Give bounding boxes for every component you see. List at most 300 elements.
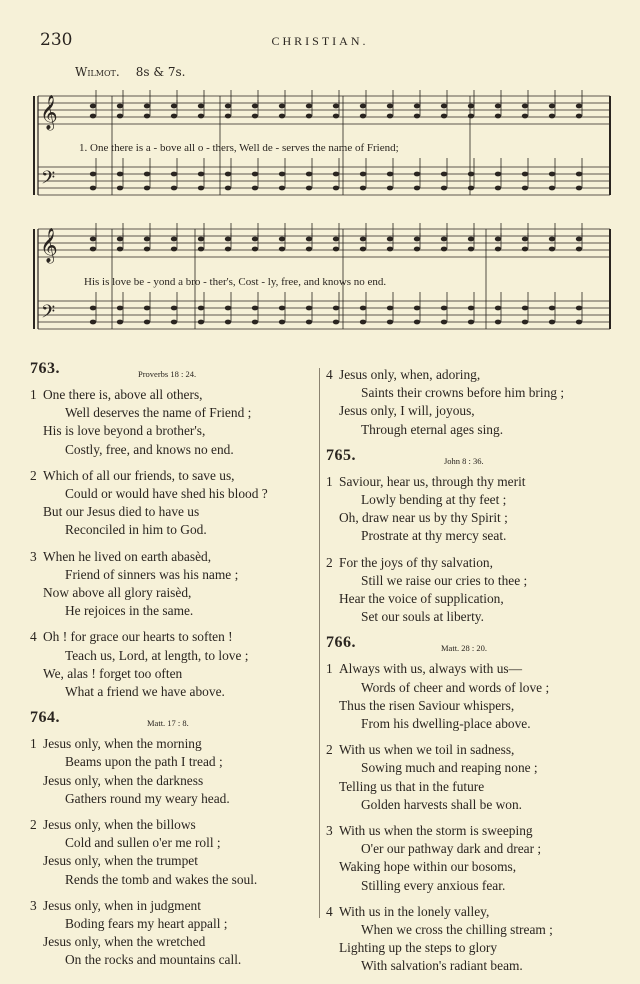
verse-text: One there is, above all others, — [43, 387, 203, 402]
note-head — [441, 104, 447, 109]
verse-text: Sowing much and reaping none ; — [361, 760, 538, 776]
verse-text: Oh, draw near us by thy Spirit ; — [339, 510, 508, 526]
hymn-reference: John 8 : 36. — [444, 455, 484, 466]
note-head — [117, 247, 123, 252]
verse-line — [326, 778, 626, 796]
note-head — [171, 247, 177, 252]
note-head — [414, 172, 420, 177]
note-head — [198, 172, 204, 177]
hymn-verse — [326, 903, 626, 976]
verse-line — [30, 683, 320, 701]
tune-meter: 8s & 7s. — [135, 65, 186, 79]
note-head — [144, 104, 150, 109]
verse-line — [30, 602, 320, 620]
verse-line — [326, 957, 626, 975]
hymn-verse — [30, 386, 320, 459]
note-head — [387, 114, 393, 119]
note-head — [441, 247, 447, 252]
hymn-verse — [326, 660, 626, 733]
note-head — [414, 306, 420, 311]
note-head — [495, 237, 501, 242]
note-head — [522, 114, 528, 119]
note-head — [225, 320, 231, 325]
verse-line — [30, 735, 320, 753]
verse-text: His is love beyond a brother's, — [43, 423, 206, 439]
verse-text: Jesus only, when, adoring, — [339, 367, 481, 382]
verse-text: O'er our pathway dark and drear ; — [361, 841, 542, 857]
note-head — [522, 237, 528, 242]
verse-line — [326, 822, 626, 840]
verse-line — [326, 858, 626, 876]
note-head — [225, 237, 231, 242]
note-head — [279, 172, 285, 177]
hymn-verse — [326, 822, 626, 895]
note-head — [117, 186, 123, 191]
note-head — [414, 104, 420, 109]
hymn-verse — [30, 735, 320, 808]
note-head — [360, 306, 366, 311]
verse-line — [30, 584, 320, 602]
verse-text: Gathers round my weary head. — [65, 790, 230, 806]
verse-text: Friend of sinners was his name ; — [65, 566, 239, 582]
verse-line — [326, 759, 626, 777]
verse-line — [30, 548, 320, 566]
note-head — [306, 104, 312, 109]
verse-line — [30, 441, 320, 459]
note-head — [360, 186, 366, 191]
note-head — [495, 306, 501, 311]
note-head — [252, 172, 258, 177]
verse-line — [326, 796, 626, 814]
hymn-verse — [326, 741, 626, 814]
note-head — [495, 114, 501, 119]
verse-line — [326, 509, 626, 527]
page-number: 230 — [40, 30, 73, 50]
treble-clef-icon: 𝄞 — [40, 228, 58, 263]
verse-line — [30, 628, 320, 646]
verse-text: We, alas ! forget too often — [43, 665, 183, 681]
hymn-verse — [30, 548, 320, 621]
verse-text: Saints their crowns before him bring ; — [361, 385, 565, 401]
note-head — [576, 186, 582, 191]
verse-line — [30, 566, 320, 584]
note-head — [198, 186, 204, 191]
verse-text: When we cross the chilling stream ; — [361, 922, 553, 938]
note-head — [441, 306, 447, 311]
verse-line — [30, 772, 320, 790]
hymn-header — [326, 447, 626, 473]
note-head — [279, 306, 285, 311]
verse-line — [30, 951, 320, 969]
note-head — [225, 172, 231, 177]
note-head — [333, 247, 339, 252]
running-head: CHRISTIAN. — [271, 34, 369, 48]
note-head — [360, 237, 366, 242]
verse-line — [30, 834, 320, 852]
note-head — [441, 172, 447, 177]
verse-number: 3 — [30, 897, 37, 913]
note-head — [225, 247, 231, 252]
note-head — [306, 186, 312, 191]
verse-line — [30, 897, 320, 915]
hymn-header — [30, 709, 320, 735]
note-head — [225, 104, 231, 109]
note-head — [576, 114, 582, 119]
note-head — [414, 320, 420, 325]
note-head — [576, 104, 582, 109]
note-head — [549, 114, 555, 119]
verse-text: With us in the lonely valley, — [339, 903, 490, 919]
verse-text: Oh ! for grace our hearts to soften ! — [43, 629, 233, 645]
note-head — [306, 320, 312, 325]
verse-line — [326, 608, 626, 626]
verse-line — [30, 647, 320, 665]
note-head — [549, 320, 555, 325]
treble-clef-icon: 𝄞 — [40, 95, 58, 130]
verse-text: What a friend we have above. — [65, 684, 225, 700]
verse-line — [30, 871, 320, 889]
note-head — [468, 114, 474, 119]
note-head — [198, 306, 204, 311]
hymn-reference: Matt. 28 : 20. — [441, 643, 488, 654]
note-head — [495, 186, 501, 191]
note-head — [117, 237, 123, 242]
note-head — [198, 104, 204, 109]
note-head — [522, 306, 528, 311]
verse-text: Jesus only, when the darkness — [43, 772, 204, 788]
verse-text: When he lived on earth abasèd, — [43, 548, 212, 564]
note-head — [90, 114, 96, 119]
note-head — [279, 104, 285, 109]
note-head — [144, 320, 150, 325]
note-head — [333, 172, 339, 177]
verse-line — [30, 790, 320, 808]
verse-text: Waking hope within our bosoms, — [339, 859, 517, 875]
verse-number: 2 — [326, 554, 333, 570]
verse-text: Could or would have shed his blood ? — [65, 486, 268, 502]
note-head — [522, 104, 528, 109]
verse-line — [30, 467, 320, 485]
note-head — [468, 172, 474, 177]
note-head — [144, 114, 150, 119]
verse-line — [326, 741, 626, 759]
note-head — [90, 247, 96, 252]
note-head — [387, 320, 393, 325]
verse-number: 2 — [30, 817, 37, 833]
note-head — [387, 247, 393, 252]
note-head — [495, 104, 501, 109]
note-head — [387, 237, 393, 242]
hymn-verse — [30, 816, 320, 889]
hymn-number: 766. — [326, 634, 356, 652]
verse-text: Through eternal ages sing. — [361, 421, 504, 437]
verse-text: For the joys of thy salvation, — [339, 554, 493, 570]
verse-text: Jesus only, when the trumpet — [43, 853, 198, 869]
verse-text: Jesus only, when the morning — [43, 736, 202, 752]
verse-text: Cold and sullen o'er me roll ; — [65, 835, 221, 851]
verse-text: Golden harvests shall be won. — [361, 796, 523, 812]
hymn-verse — [30, 897, 320, 970]
verse-text: From his dwelling-place above. — [361, 716, 531, 732]
bass-clef-icon: 𝄢 — [41, 302, 56, 327]
note-head — [306, 237, 312, 242]
note-head — [306, 306, 312, 311]
note-head — [144, 237, 150, 242]
note-head — [279, 237, 285, 242]
verse-line — [30, 915, 320, 933]
hymn-verse — [326, 366, 626, 439]
note-head — [198, 320, 204, 325]
note-head — [576, 237, 582, 242]
verse-line — [326, 421, 626, 439]
note-head — [522, 320, 528, 325]
note-head — [387, 104, 393, 109]
note-head — [198, 114, 204, 119]
note-head — [576, 320, 582, 325]
verse-text: Reconciled in him to God. — [65, 522, 207, 538]
music-lyrics-line-2: His is love be - yond a bro - ther's, Cost - ly, free, and knows no end. — [84, 276, 387, 288]
verse-text: With us when we toil in sadness, — [339, 742, 515, 758]
verse-text: Which of all our friends, to save us, — [43, 467, 235, 483]
note-head — [414, 247, 420, 252]
note-head — [441, 186, 447, 191]
note-head — [387, 172, 393, 177]
verse-text: Jesus only, I will, joyous, — [339, 403, 475, 419]
note-head — [252, 320, 258, 325]
verse-text: Set our souls at liberty. — [361, 609, 484, 625]
note-head — [360, 104, 366, 109]
verse-number: 4 — [30, 629, 37, 645]
note-head — [387, 306, 393, 311]
verse-text: Well deserves the name of Friend ; — [65, 405, 252, 421]
note-head — [252, 247, 258, 252]
verse-line — [326, 697, 626, 715]
verse-text: On the rocks and mountains call. — [65, 952, 242, 968]
note-head — [90, 172, 96, 177]
note-head — [549, 306, 555, 311]
verse-line — [30, 665, 320, 683]
note-head — [198, 237, 204, 242]
note-head — [549, 237, 555, 242]
verse-line — [326, 660, 626, 678]
note-head — [360, 320, 366, 325]
note-head — [252, 114, 258, 119]
note-head — [279, 320, 285, 325]
verse-text: Hear the voice of supplication, — [339, 591, 504, 607]
hymn-verse — [30, 628, 320, 701]
note-head — [495, 247, 501, 252]
hymn-number: 765. — [326, 446, 356, 464]
left-column — [30, 360, 320, 978]
note-head — [468, 247, 474, 252]
note-head — [576, 172, 582, 177]
verse-line — [30, 816, 320, 834]
note-head — [333, 186, 339, 191]
verse-number: 3 — [30, 548, 37, 564]
note-head — [333, 237, 339, 242]
note-head — [117, 172, 123, 177]
note-head — [144, 247, 150, 252]
verse-text: Stilling every anxious fear. — [361, 877, 506, 893]
verse-line — [326, 527, 626, 545]
note-head — [171, 306, 177, 311]
verse-number: 2 — [326, 742, 333, 758]
note-head — [360, 247, 366, 252]
note-head — [576, 306, 582, 311]
verse-text: Words of cheer and words of love ; — [361, 679, 550, 695]
verse-line — [30, 404, 320, 422]
note-head — [306, 114, 312, 119]
note-head — [549, 172, 555, 177]
note-head — [225, 186, 231, 191]
note-head — [360, 172, 366, 177]
note-head — [495, 172, 501, 177]
note-head — [225, 114, 231, 119]
hymn-number: 764. — [30, 709, 60, 727]
note-head — [441, 114, 447, 119]
note-head — [549, 247, 555, 252]
verse-line — [30, 852, 320, 870]
note-head — [144, 186, 150, 191]
verse-number: 4 — [326, 367, 333, 382]
verse-line — [326, 572, 626, 590]
note-head — [495, 320, 501, 325]
verse-text: Thus the risen Saviour whispers, — [339, 697, 515, 713]
verse-text: But our Jesus died to have us — [43, 504, 200, 520]
note-head — [333, 104, 339, 109]
note-head — [252, 237, 258, 242]
verse-text: With us when the storm is sweeping — [339, 823, 533, 839]
verse-text: Telling us that in the future — [339, 778, 485, 794]
note-head — [171, 114, 177, 119]
verse-line — [30, 386, 320, 404]
verse-number: 1 — [30, 736, 37, 752]
hymn-verse — [30, 467, 320, 540]
verse-line — [326, 491, 626, 509]
verse-text: Teach us, Lord, at length, to love ; — [65, 647, 249, 663]
verse-line — [326, 921, 626, 939]
note-head — [306, 172, 312, 177]
verse-line — [30, 521, 320, 539]
verse-number: 1 — [326, 473, 333, 489]
verse-text: Boding fears my heart appall ; — [65, 916, 228, 932]
verse-line — [326, 840, 626, 858]
note-head — [576, 247, 582, 252]
verse-line — [30, 503, 320, 521]
note-head — [333, 320, 339, 325]
hymn-header — [326, 634, 626, 660]
note-head — [441, 237, 447, 242]
verse-line — [326, 939, 626, 957]
note-head — [414, 114, 420, 119]
note-head — [171, 172, 177, 177]
verse-line — [326, 679, 626, 697]
verse-text: Costly, free, and knows no end. — [65, 441, 234, 457]
hymn-verse — [326, 554, 626, 627]
verse-line — [30, 933, 320, 951]
note-head — [198, 247, 204, 252]
hymn-reference: Matt. 17 : 8. — [147, 718, 189, 729]
hymn-verse — [326, 473, 626, 546]
note-head — [468, 186, 474, 191]
hymn-number: 763. — [30, 360, 60, 377]
note-head — [414, 237, 420, 242]
verse-line — [326, 590, 626, 608]
bass-clef-icon: 𝄢 — [41, 168, 56, 193]
note-head — [279, 186, 285, 191]
note-head — [90, 186, 96, 191]
verse-line — [30, 753, 320, 771]
verse-line — [326, 715, 626, 733]
note-head — [414, 186, 420, 191]
note-head — [171, 320, 177, 325]
note-head — [360, 114, 366, 119]
verse-text: Jesus only, when the wretched — [43, 934, 206, 950]
note-head — [522, 247, 528, 252]
verse-text: He rejoices in the same. — [65, 603, 194, 619]
verse-line — [326, 903, 626, 921]
note-head — [333, 306, 339, 311]
verse-line — [326, 384, 626, 402]
note-head — [90, 320, 96, 325]
verse-number: 2 — [30, 467, 37, 483]
verse-number: 3 — [326, 823, 333, 839]
verse-number: 1 — [30, 387, 37, 402]
verse-text: Always with us, always with us— — [339, 661, 522, 677]
music-lyrics-line-1: 1. One there is a - bove all o - thers, Well de - serves the name of Friend; — [79, 142, 399, 154]
note-head — [522, 172, 528, 177]
verse-text: With salvation's radiant beam. — [361, 958, 523, 974]
verse-text: Now above all glory raisèd, — [43, 585, 192, 601]
note-head — [117, 114, 123, 119]
note-head — [522, 186, 528, 191]
note-head — [252, 104, 258, 109]
note-head — [252, 306, 258, 311]
verse-text: Lowly bending at thy feet ; — [361, 492, 507, 508]
note-head — [90, 237, 96, 242]
verse-line — [326, 877, 626, 895]
note-head — [468, 306, 474, 311]
verse-number: 1 — [326, 661, 333, 677]
note-head — [549, 104, 555, 109]
verse-text: Rends the tomb and wakes the soul. — [65, 871, 258, 887]
note-head — [279, 114, 285, 119]
note-head — [387, 186, 393, 191]
note-head — [171, 104, 177, 109]
verse-line — [326, 554, 626, 572]
note-head — [333, 114, 339, 119]
verse-line — [326, 473, 626, 491]
verse-line — [326, 402, 626, 420]
note-head — [90, 104, 96, 109]
verse-text: Saviour, hear us, through thy merit — [339, 473, 526, 489]
right-column — [326, 366, 626, 984]
verse-text: Beams upon the path I tread ; — [65, 754, 223, 770]
note-head — [549, 186, 555, 191]
note-head — [468, 104, 474, 109]
note-head — [90, 306, 96, 311]
tune-name: Wilmot. — [75, 65, 120, 79]
verse-text: Still we raise our cries to thee ; — [361, 572, 528, 588]
note-head — [441, 320, 447, 325]
verse-line — [30, 485, 320, 503]
verse-text: Lighting up the steps to glory — [339, 940, 498, 956]
note-head — [144, 172, 150, 177]
note-head — [468, 237, 474, 242]
note-head — [117, 104, 123, 109]
note-head — [117, 306, 123, 311]
note-head — [171, 237, 177, 242]
